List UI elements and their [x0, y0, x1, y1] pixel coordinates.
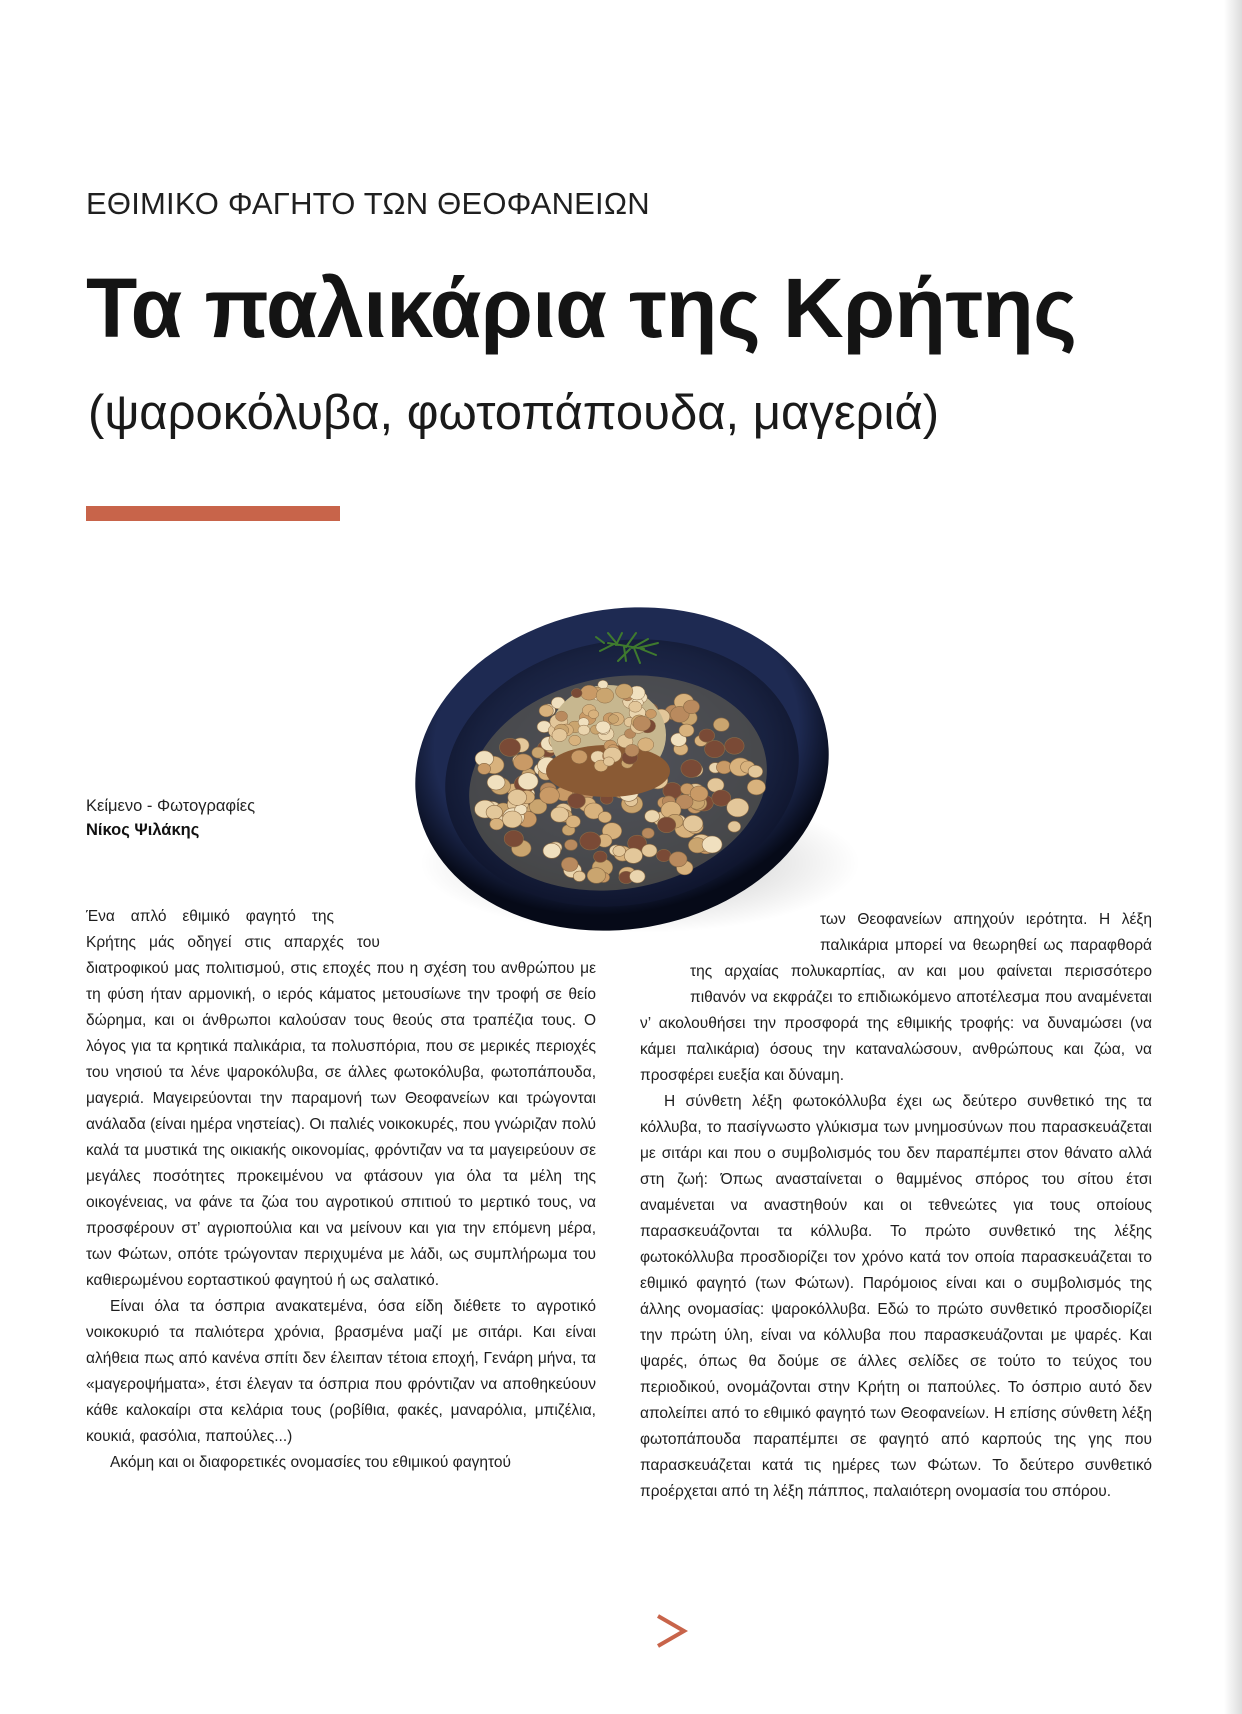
- article-title: Τα παλικάρια της Κρήτης: [86, 261, 1077, 355]
- paragraph: Ακόμη και οι διαφορετικές ονομασίες του εθιμικού φαγητού: [110, 1454, 512, 1471]
- author-credit: [86, 794, 255, 842]
- section-kicker: ΕΘΙΜΙΚΟ ΦΑΓΗΤΟ ΤΩΝ ΘΕΟΦΑΝΕΙΩΝ: [86, 186, 650, 221]
- dish-photo: [386, 603, 864, 935]
- paragraph: Ένα απλό εθιμικό φαγητό της Κρήτης μάς οδηγεί στις απαρχές του διατροφικού μας πολιτισμού, στις εποχές που η σχέση του ανθρώπου με τη φύση ήταν αρμονική, ο ιερός κάματος μετουσίωνε την τροφή σε θείο δώρημα, και οι άνθρωποι καλούσαν τους θεούς στα τραπέζια τους. Ο λόγος για τα κρητικά παλικάρια, τα πολυσπόρια, που σε μερικές περιοχές του νησιού τα λένε ψαροκόλυβα, σε άλλες φωτοκόλυβα, φωτοπάπουδα, μαγεριά. Μαγειρεύονται την παραμονή των Θεοφανείων και τρώγονται ανάλαδα (είναι ημέρα νηστείας). Οι παλιές νοικοκυρές, που γνώριζαν πολύ καλά τα μυστικά της οικιακής οικονομίας, φρόντιζαν να τα μαγειρεύουν σε μεγάλες ποσότητες προκειμένου να φτάσουν για όλα τα μέλη της οικογένειας, να φάνε τα ζώα του αγροτικού σπιτιού το μερτικό τους, να προσφέρουν στ’ αγριοπούλια και να μείνουν και για την επόμενη μέρα, των Φώτων, οπότε τρώγονταν περιχυμένα με λάδι, ως συμπλήρωμα του καθιερωμένου εορταστικού φαγητού ή ως σαλατικό.: [86, 908, 596, 1289]
- photo-wrap-spacer: [640, 959, 690, 987]
- paragraph: Η σύνθετη λέξη φωτοκόλλυβα έχει ως δεύτερο συνθετικό της τα κόλλυβα, το πασίγνωστο γλύκισμα των μνημοσύνων που παρασκευάζεται με σιτάρι και που ο συμβολισμός του δεν παραπέμπει στον θάνατο αλλά στη ζωή: Όπως ανασταίνεται ο θαμμένος σπόρος του σίτου έτσι αναμένεται να αναστηθούν και οι τεθνεώτες για τους οποίους παρασκευάζονται τα κόλλυβα. Το πρώτο συνθετικό της λέξης φωτοκόλλυβα προσδιορίζει τον χρόνο κατά τον οποία παρασκευάζεται το εθιμικό φαγητό (των Φώτων). Παρόμοιος είναι και ο συμβολισμός της άλλης ονομασίας: ψαροκόλλυβα. Εδώ το πρώτο συνθετικό προσδιορίζει την πρώτη ύλη, είναι να κόλλυβα που παρασκευάζονται με ψαρές. Και ψαρές, όπως θα δούμε σε άλλες σελίδες σε τούτο το τεύχος του περιοδικού, ονομάζονται στην Κρήτη οι παπούλες. Το όσπριο αυτό δεν απολείπει από το εθιμικό φαγητό των Θεοφανείων. Η επίσης σύνθετη λέξη φωτοπάπουδα παραπέμπει σε φαγητό από καρπούς της γης που παρασκευάζεται κατά τις ημέρες των Φώτων. Το δεύτερο συνθετικό προέρχεται από τη λέξη πάππος, παλαιότερη ονομασία του σπόρου.: [640, 1093, 1152, 1500]
- accent-rule: [86, 506, 340, 521]
- chevron-right-icon[interactable]: [654, 1612, 688, 1650]
- credit-author-name: Νίκος Ψιλάκης: [86, 821, 200, 839]
- paragraph: Είναι όλα τα όσπρια ανακατεμένα, όσα είδη διέθετε το αγροτικό νοικοκυριό τα παλιότερα χρόνια, βρασμένα μαζί με σιτάρι. Και είναι αλήθεια πως από κανένα σπίτι δεν έλειπαν τέτοια εποχή, Γενάρη μήνα, τα «μαγεροψήματα», έτσι έλεγαν τα όσπρια που φρόντιζαν να αποθηκεύουν κάθε καλοκαίρι στα κελάρια τους (ροβίθια, φακές, μαναρόλια, μπιζέλια, κουκιά, φασόλια, παπούλες...): [86, 1298, 596, 1445]
- page-edge-shadow: [1224, 0, 1242, 1714]
- article-column-left: [86, 904, 596, 1476]
- article-subtitle: (ψαροκόλυβα, φωτοπάπουδα, μαγεριά): [88, 386, 940, 440]
- article-column-right: [640, 907, 1152, 1505]
- credit-role: Κείμενο - Φωτογραφίες: [86, 797, 256, 815]
- photo-wrap-spacer: [640, 907, 820, 959]
- paragraph: των Θεοφανείων απηχούν ιερότητα. Η λέξη παλικάρια μπορεί να θεωρηθεί ως παραφθορά της αρχαίας πολυκαρπίας, αν και μου φαίνεται περισσότερο πιθανόν να εκφράζει το επιδιωκόμενο αποτέλεσμα που αναμένεται ν’ ακολουθήσει την προσφορά της εθιμικής τροφής: να δυναμώσει (να κάμει παλικάρια) όσους την καταναλώσουν, ανθρώπους και ζώα, να προσφέρει ευεξία και δύναμη.: [640, 911, 1152, 1084]
